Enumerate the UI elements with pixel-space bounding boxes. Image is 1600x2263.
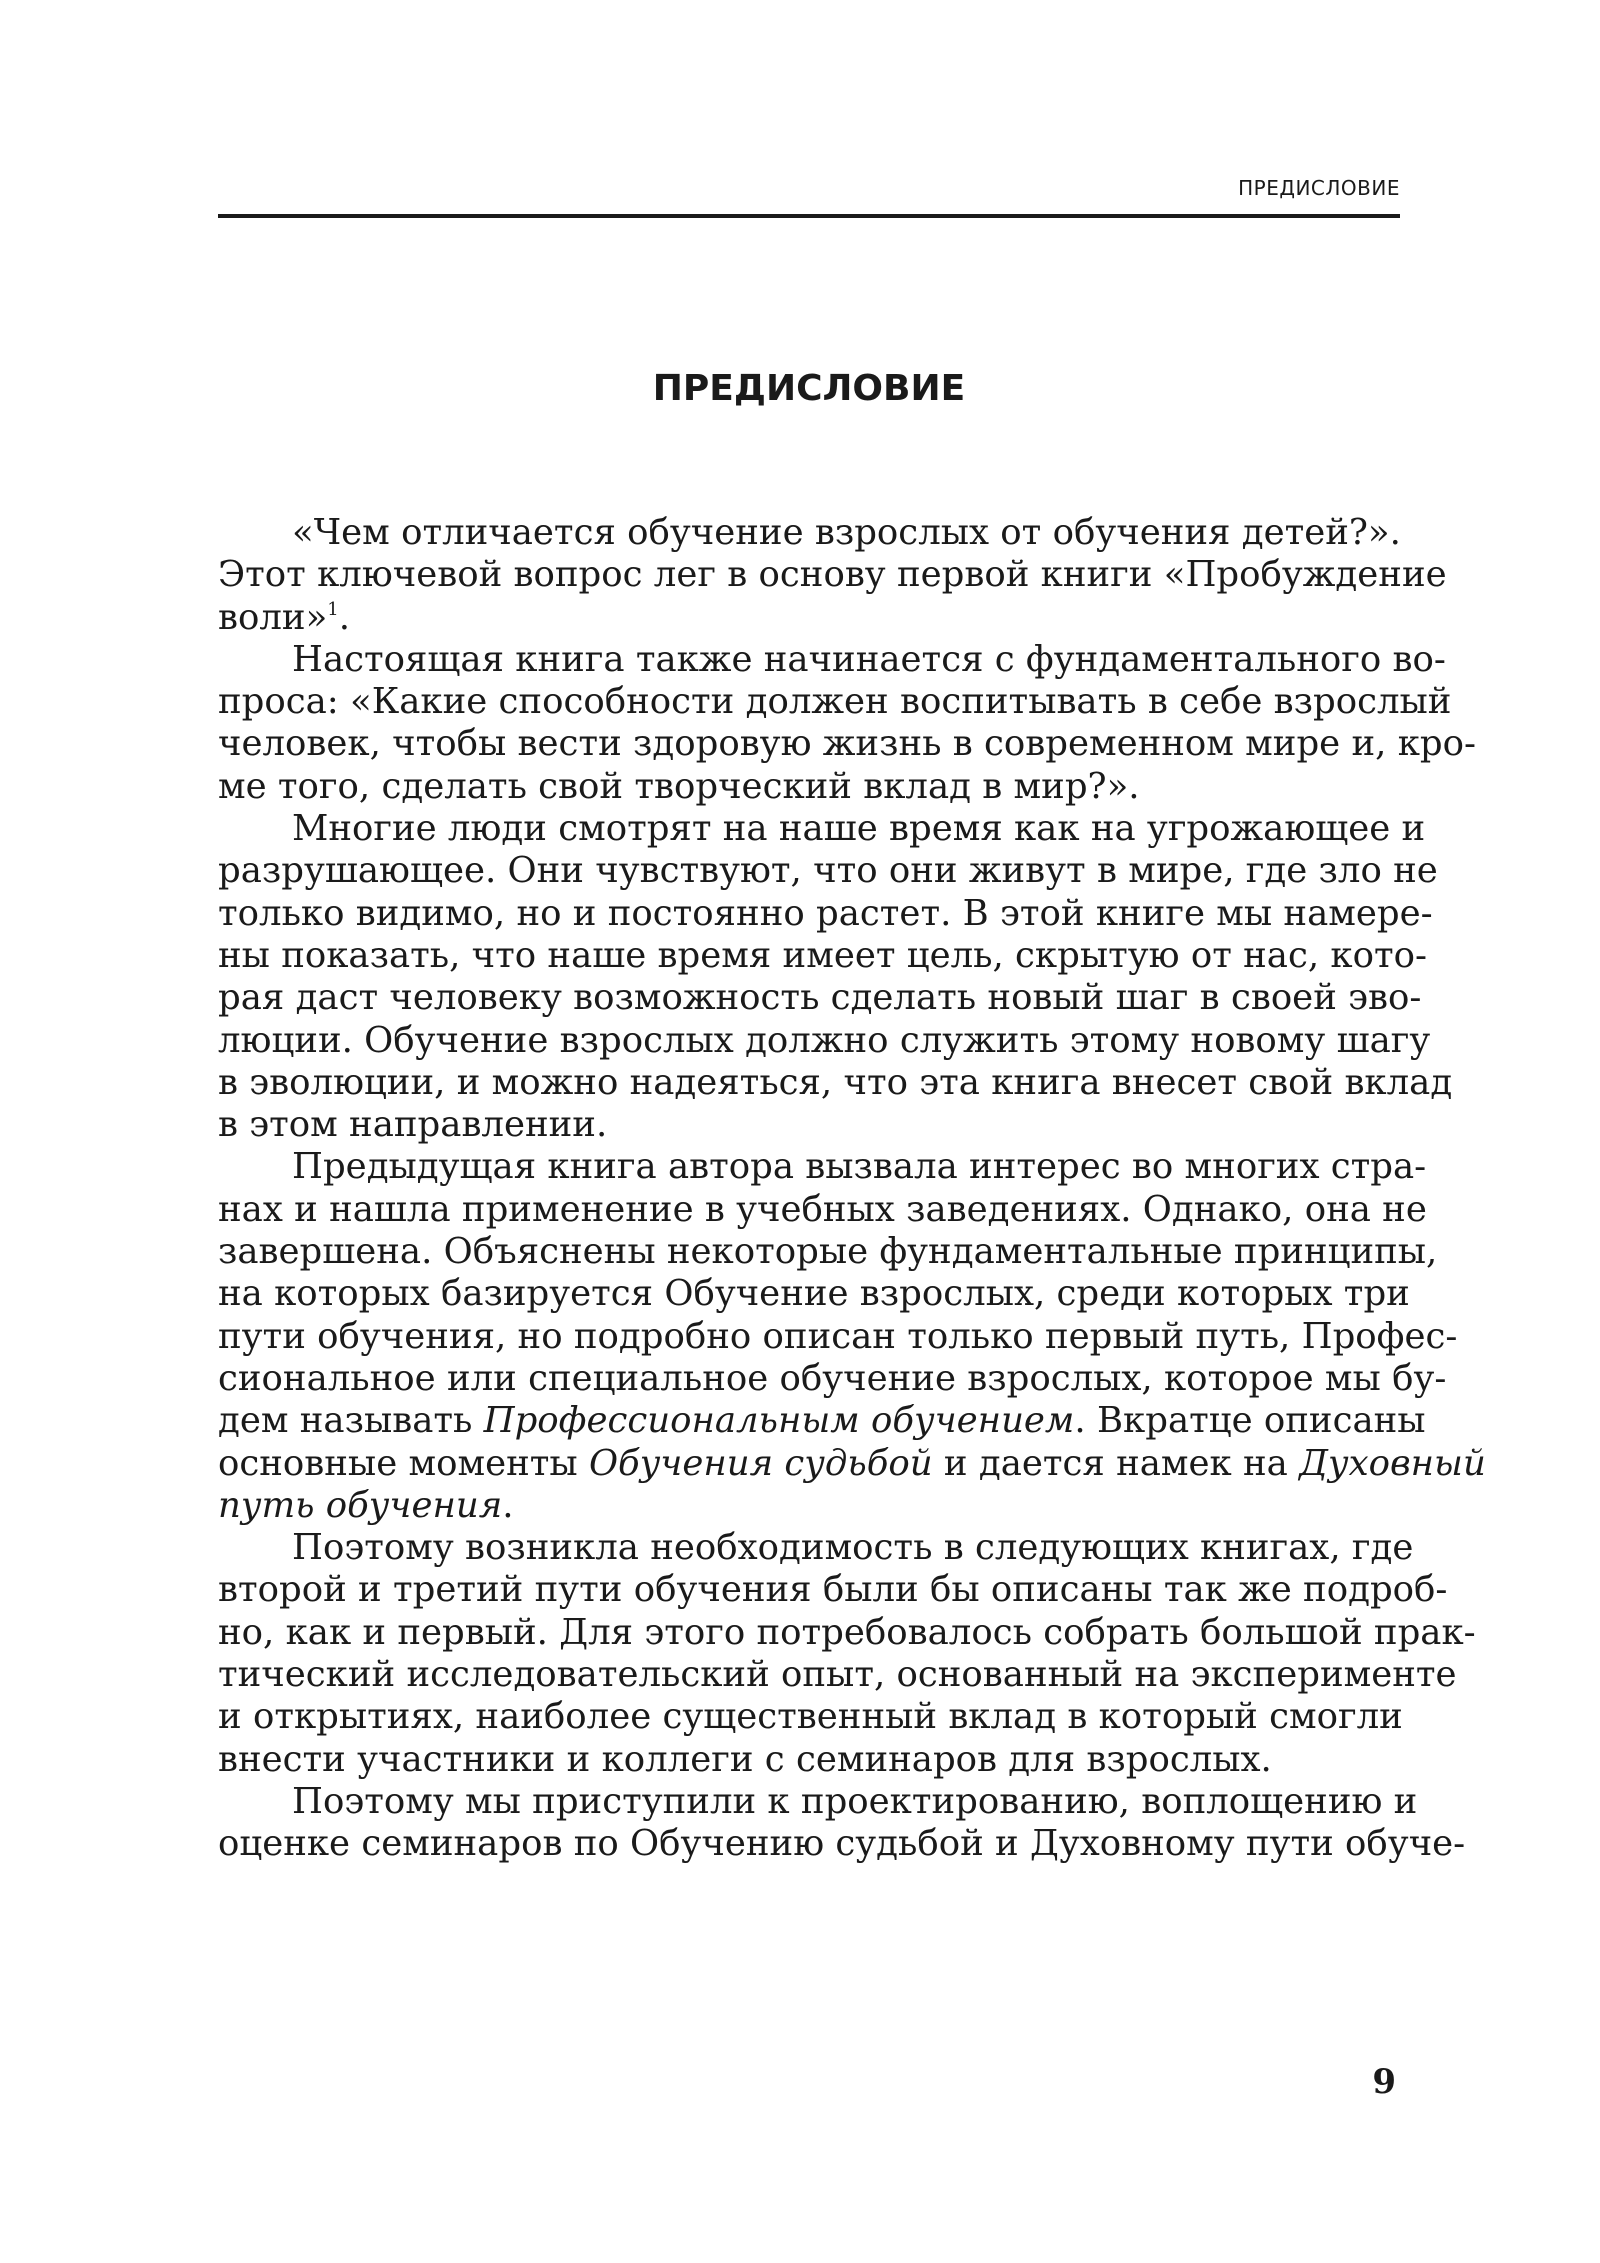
italic-text: Обучения судьбой	[588, 1442, 933, 1484]
text-span: Настоящая книга также начинается с фундаментального во-	[292, 638, 1446, 680]
text-line	[218, 723, 1476, 765]
text-span: Поэтому мы приступили к проектированию, воплощению и	[292, 1780, 1418, 1822]
text-span: сиональное или специальное обучение взрослых, которое мы бу-	[218, 1357, 1447, 1399]
text-line	[218, 681, 1452, 723]
text-span: нах и нашла применение в учебных заведениях. Однако, она не	[218, 1188, 1427, 1230]
text-line	[218, 1061, 1453, 1104]
text-span: . Вкратце описаны	[1074, 1400, 1426, 1442]
text-span: пути обучения, но подробно описан только первый путь, Профес-	[218, 1315, 1458, 1357]
page-number: 9	[1372, 2062, 1396, 2102]
text-line	[218, 1104, 1400, 1146]
text-span: но, как и первый. Для этого потребовалось собрать большой прак-	[218, 1611, 1476, 1653]
text-line	[218, 512, 1400, 554]
text-span: и дается намек на	[932, 1442, 1300, 1484]
text-span: тический исследовательский опыт, основанный на эксперименте	[218, 1654, 1457, 1696]
text-span: воли»	[218, 596, 328, 638]
italic-text: Профессиональным обучением	[483, 1400, 1075, 1442]
text-line	[218, 1188, 1427, 1231]
text-line	[218, 554, 1447, 596]
footnote-marker: 1	[327, 598, 339, 620]
text-line	[218, 1527, 1414, 1569]
text-line	[218, 1273, 1410, 1315]
text-line	[218, 1611, 1476, 1654]
text-line	[218, 934, 1427, 977]
text-span: в этом направлении.	[218, 1104, 608, 1146]
text-line	[218, 850, 1438, 892]
text-span: проса: «Какие способности должен воспитывать в себе взрослый	[218, 681, 1452, 723]
text-line	[218, 1146, 1427, 1188]
text-span: внести участники и коллеги с семинаров для взрослых.	[218, 1738, 1272, 1780]
text-span: оценке семинаров по Обучению судьбой и Духовному пути обуче-	[218, 1823, 1466, 1865]
text-line	[218, 1823, 1466, 1865]
text-span: .	[338, 596, 351, 638]
text-span: Многие люди смотрят на наше время как на угрожающее и	[292, 808, 1426, 850]
text-line	[218, 1400, 1426, 1442]
chapter-title: ПРЕДИСЛОВИЕ	[652, 368, 966, 409]
text-span: ме того, сделать свой творческий вклад в мир?».	[218, 765, 1140, 807]
text-line	[218, 1019, 1431, 1062]
text-line	[218, 766, 1400, 808]
text-span: второй и третий пути обучения были бы описаны так же подроб-	[218, 1569, 1448, 1611]
text-span: только видимо, но и постоянно растет. В этой книге мы намере-	[218, 892, 1433, 934]
text-line	[218, 1485, 1400, 1527]
text-span: рая даст человеку возможность сделать новый шаг в своей эво-	[218, 977, 1422, 1019]
text-span: завершена. Объяснены некоторые фундаментальные принципы,	[218, 1231, 1438, 1273]
running-head: ПРЕДИСЛОВИЕ	[1238, 176, 1400, 200]
text-span: и открытиях, наиболее существенный вклад в который смогли	[218, 1696, 1403, 1738]
text-span: в эволюции, и можно надеяться, что эта книга внесет свой вклад	[218, 1061, 1453, 1103]
text-line	[218, 597, 1400, 639]
text-span: люции. Обучение взрослых должно служить этому новому шагу	[218, 1019, 1431, 1061]
body-text	[218, 512, 1486, 1866]
text-span: «Чем отличается обучение взрослых от обучения детей?».	[292, 512, 1401, 553]
text-span: человек, чтобы вести здоровую жизнь в современном мире и, кро-	[218, 723, 1476, 765]
text-span: .	[502, 1484, 514, 1526]
text-span: ны показать, что наше время имеет цель, скрытую от нас, кото-	[218, 934, 1427, 976]
text-span: основные моменты	[218, 1442, 589, 1484]
text-line	[218, 1654, 1457, 1696]
text-line	[218, 1569, 1448, 1611]
text-span: Этот ключевой вопрос лег в основу первой книги «Пробуждение	[218, 554, 1447, 596]
text-span: Предыдущая книга автора вызвала интерес во многих стра-	[292, 1146, 1427, 1188]
text-line	[218, 1357, 1447, 1400]
text-span: на которых базируется Обучение взрослых, среди которых три	[218, 1273, 1410, 1315]
text-line	[218, 977, 1422, 1019]
text-line	[218, 1231, 1438, 1273]
text-line	[218, 1780, 1418, 1823]
italic-text: Духовный	[1299, 1442, 1486, 1484]
text-line	[218, 1315, 1458, 1358]
text-line	[218, 808, 1426, 850]
header-rule	[218, 214, 1400, 218]
italic-text: путь обучения	[218, 1484, 503, 1526]
text-span: дем называть	[218, 1400, 484, 1442]
text-line	[218, 1442, 1486, 1485]
text-line	[218, 638, 1446, 681]
text-span: разрушающее. Они чувствуют, что они живут в мире, где зло не	[218, 850, 1438, 892]
text-span: Поэтому возникла необходимость в следующих книгах, где	[292, 1527, 1414, 1569]
text-line	[218, 892, 1433, 935]
text-line	[218, 1739, 1400, 1781]
text-line	[218, 1696, 1403, 1738]
